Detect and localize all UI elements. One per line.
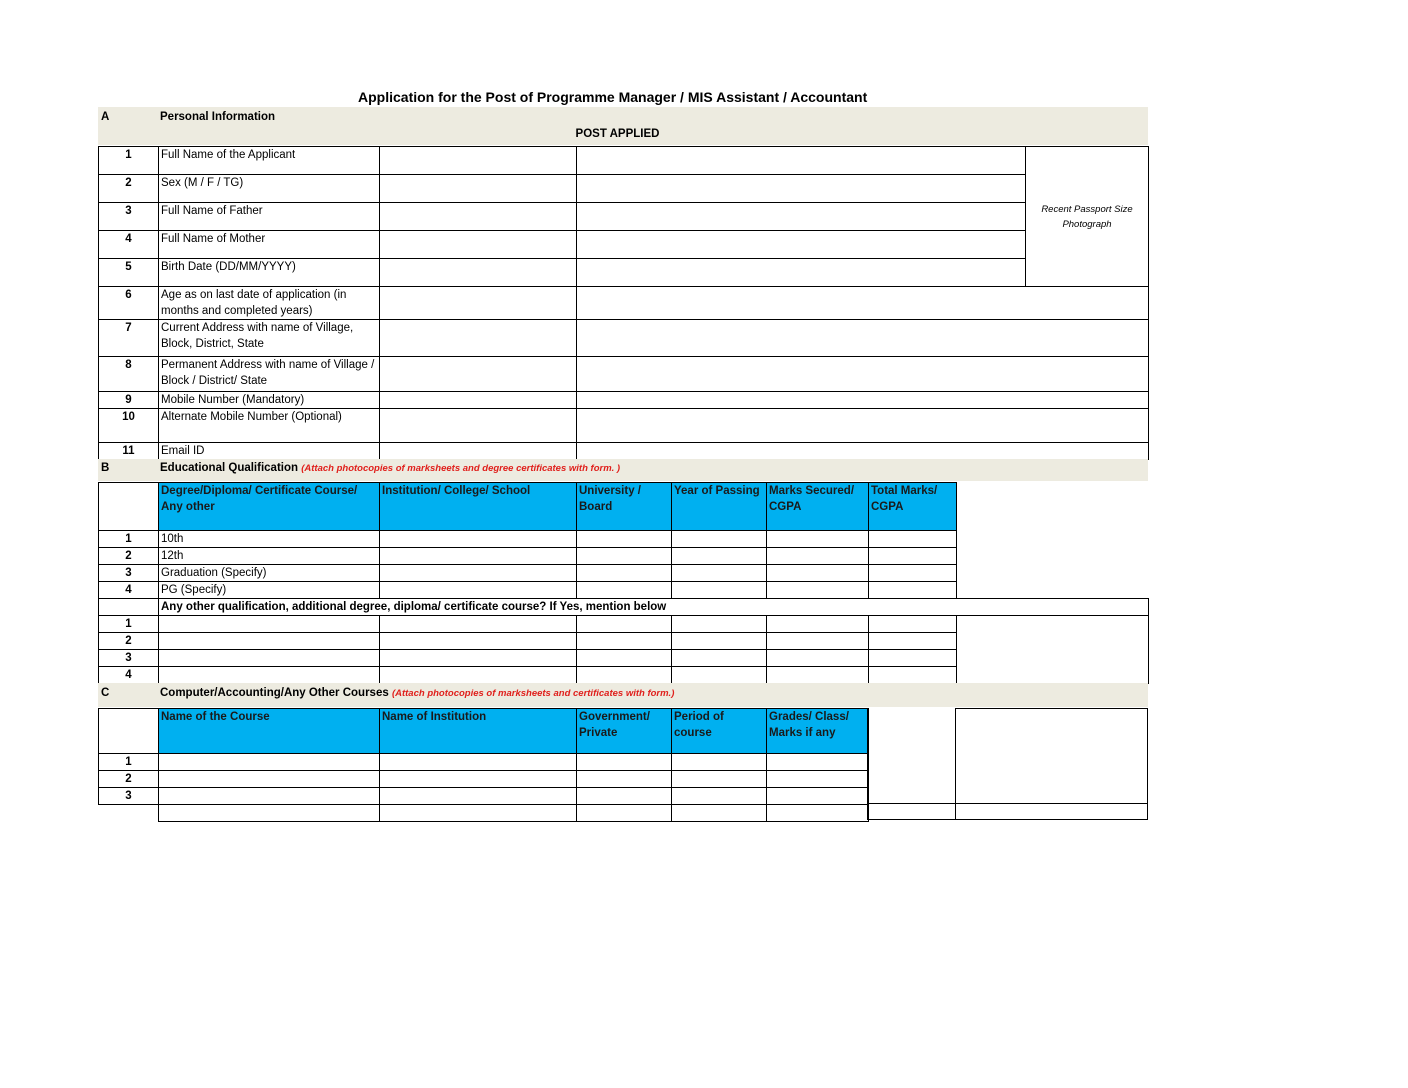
qualification-label: Graduation (Specify) [159, 565, 380, 582]
input-cell[interactable] [869, 548, 957, 565]
row-number: 9 [99, 392, 159, 409]
input-cell[interactable] [672, 788, 767, 805]
input-cell[interactable] [380, 788, 577, 805]
input-cell[interactable] [577, 667, 672, 684]
input-cell[interactable] [672, 582, 767, 599]
input-cell[interactable] [672, 805, 767, 822]
input-cell[interactable] [380, 320, 577, 357]
input-cell[interactable] [380, 771, 577, 788]
input-cell[interactable] [380, 392, 577, 409]
row-number: 5 [99, 259, 159, 287]
input-cell[interactable] [672, 565, 767, 582]
input-cell[interactable] [577, 754, 672, 771]
row-number: 4 [99, 231, 159, 259]
field-label: Current Address with name of Village, Block, District, State [159, 320, 380, 357]
input-cell[interactable] [767, 633, 869, 650]
input-cell[interactable] [380, 203, 577, 231]
header-course-name: Name of the Course [159, 709, 380, 754]
input-cell[interactable] [767, 650, 869, 667]
row-number: 7 [99, 320, 159, 357]
input-cell[interactable] [159, 616, 380, 633]
input-cell[interactable] [380, 805, 577, 822]
header-institution: Name of Institution [380, 709, 577, 754]
extra-cell-bottom-right[interactable] [955, 803, 1148, 820]
section-c-title [160, 686, 674, 701]
section-a-letter: A [101, 111, 110, 123]
field-label: Permanent Address with name of Village / Block / District/ State [159, 357, 380, 392]
input-cell[interactable] [380, 565, 577, 582]
input-cell[interactable] [577, 287, 1149, 320]
section-c-note: (Attach photocopies of marksheets and certificates with form.) [391, 688, 675, 699]
input-cell[interactable] [380, 582, 577, 599]
personal-info-table [98, 146, 1149, 460]
input-cell[interactable] [159, 788, 380, 805]
input-cell[interactable] [672, 667, 767, 684]
input-cell[interactable] [767, 788, 869, 805]
row-number: 1 [99, 531, 159, 548]
other-qualification-prompt: Any other qualification, additional degree, diploma/ certificate course? If Yes, mention below [159, 599, 1149, 616]
input-cell[interactable] [380, 633, 577, 650]
row-number: 3 [99, 788, 159, 805]
input-cell[interactable] [767, 771, 869, 788]
input-cell[interactable] [380, 443, 577, 460]
post-applied-label: POST APPLIED [575, 128, 660, 140]
input-cell[interactable] [577, 231, 1026, 259]
input-cell[interactable] [577, 147, 1026, 175]
row-number: 11 [99, 443, 159, 460]
qualification-label: 12th [159, 548, 380, 565]
input-cell[interactable] [767, 565, 869, 582]
row-number: 10 [99, 409, 159, 443]
row-number: 3 [99, 650, 159, 667]
input-cell[interactable] [380, 754, 577, 771]
header-blank [99, 709, 159, 754]
input-cell[interactable] [869, 582, 957, 599]
input-cell[interactable] [672, 650, 767, 667]
qualification-label: PG (Specify) [159, 582, 380, 599]
field-label: Full Name of the Applicant [159, 147, 380, 175]
input-cell[interactable] [869, 650, 957, 667]
input-cell[interactable] [577, 203, 1026, 231]
field-label: Age as on last date of application (in months and completed years) [159, 287, 380, 320]
row-number: 3 [99, 565, 159, 582]
input-cell[interactable] [672, 754, 767, 771]
field-label: Alternate Mobile Number (Optional) [159, 409, 380, 443]
section-b-title [160, 461, 620, 476]
input-cell[interactable] [380, 175, 577, 203]
field-label: Full Name of Mother [159, 231, 380, 259]
row-number: 8 [99, 357, 159, 392]
input-cell[interactable] [380, 357, 577, 392]
input-cell[interactable] [577, 531, 672, 548]
input-cell[interactable] [577, 616, 672, 633]
row-number: 4 [99, 667, 159, 684]
input-cell[interactable] [380, 531, 577, 548]
input-cell[interactable] [577, 582, 672, 599]
row-number: 1 [99, 616, 159, 633]
input-cell[interactable] [159, 650, 380, 667]
input-cell[interactable] [869, 565, 957, 582]
prompt-blank [99, 599, 159, 616]
header-year: Year of Passing [672, 483, 767, 531]
row-number: 4 [99, 582, 159, 599]
input-cell[interactable] [380, 548, 577, 565]
row-number: 6 [99, 287, 159, 320]
extra-space-cell[interactable] [957, 616, 1149, 684]
input-cell[interactable] [767, 754, 869, 771]
input-cell[interactable] [767, 616, 869, 633]
input-cell[interactable] [577, 320, 1149, 357]
input-cell[interactable] [577, 633, 672, 650]
input-cell[interactable] [577, 259, 1026, 287]
input-cell[interactable] [767, 667, 869, 684]
input-cell[interactable] [577, 548, 672, 565]
header-university: University / Board [577, 483, 672, 531]
input-cell[interactable] [767, 548, 869, 565]
education-table [98, 482, 957, 599]
extra-box-left[interactable] [867, 708, 956, 804]
section-a-title: Personal Information [160, 111, 276, 123]
input-cell[interactable] [159, 805, 380, 822]
input-cell[interactable] [672, 771, 767, 788]
input-cell[interactable] [869, 633, 957, 650]
input-cell[interactable] [577, 357, 1149, 392]
input-cell[interactable] [672, 548, 767, 565]
input-cell[interactable] [672, 633, 767, 650]
input-cell[interactable] [577, 175, 1026, 203]
row-number: 1 [99, 147, 159, 175]
courses-table [98, 708, 869, 822]
header-govt-private: Government/ Private [577, 709, 672, 754]
section-c-letter: C [101, 687, 110, 699]
field-label: Birth Date (DD/MM/YYYY) [159, 259, 380, 287]
input-cell[interactable] [380, 650, 577, 667]
row-number: 2 [99, 175, 159, 203]
input-cell[interactable] [577, 409, 1149, 443]
input-cell[interactable] [159, 667, 380, 684]
input-cell[interactable] [380, 616, 577, 633]
input-cell[interactable] [577, 443, 1149, 460]
field-label: Sex (M / F / TG) [159, 175, 380, 203]
input-cell[interactable] [380, 287, 577, 320]
input-cell[interactable] [159, 633, 380, 650]
input-cell[interactable] [380, 259, 577, 287]
input-cell[interactable] [159, 771, 380, 788]
extra-cell-bottom-left[interactable] [867, 803, 956, 820]
input-cell[interactable] [767, 531, 869, 548]
row-number: 2 [99, 633, 159, 650]
header-marks: Marks Secured/ CGPA [767, 483, 869, 531]
input-cell[interactable] [577, 771, 672, 788]
input-cell[interactable] [380, 667, 577, 684]
header-degree: Degree/Diploma/ Certificate Course/ Any other [159, 483, 380, 531]
input-cell[interactable] [672, 531, 767, 548]
field-label: Mobile Number (Mandatory) [159, 392, 380, 409]
input-cell[interactable] [577, 805, 672, 822]
header-grades: Grades/ Class/ Marks if any [767, 709, 869, 754]
field-label: Full Name of Father [159, 203, 380, 231]
row-number: 2 [99, 771, 159, 788]
input-cell[interactable] [869, 667, 957, 684]
header-period: Period of course [672, 709, 767, 754]
row-number: 1 [99, 754, 159, 771]
input-cell[interactable] [577, 788, 672, 805]
other-qualification-table [98, 598, 1149, 684]
input-cell[interactable] [159, 754, 380, 771]
qualification-label: 10th [159, 531, 380, 548]
blank-cell [99, 805, 159, 822]
input-cell[interactable] [869, 616, 957, 633]
input-cell[interactable] [577, 392, 1149, 409]
input-cell[interactable] [380, 231, 577, 259]
photo-box [1026, 147, 1149, 287]
input-cell[interactable] [380, 409, 577, 443]
header-total: Total Marks/ CGPA [869, 483, 957, 531]
form-title: Application for the Post of Programme Manager / MIS Assistant / Accountant [358, 89, 868, 105]
input-cell[interactable] [672, 616, 767, 633]
input-cell[interactable] [380, 147, 577, 175]
row-number: 2 [99, 548, 159, 565]
row-number: 3 [99, 203, 159, 231]
extra-box-right[interactable] [955, 708, 1148, 804]
input-cell[interactable] [767, 805, 869, 822]
photo-label: Recent Passport Size Photograph [1041, 203, 1133, 230]
field-label: Email ID [159, 443, 380, 460]
input-cell[interactable] [577, 565, 672, 582]
section-b-note: (Attach photocopies of marksheets and degree certificates with form. ) [301, 463, 621, 474]
section-c-title-text: Computer/Accounting/Any Other Courses [160, 687, 389, 699]
header-institution: Institution/ College/ School [380, 483, 577, 531]
input-cell[interactable] [767, 582, 869, 599]
section-b-letter: B [101, 462, 110, 474]
input-cell[interactable] [869, 531, 957, 548]
header-blank [99, 483, 159, 531]
input-cell[interactable] [577, 650, 672, 667]
section-b-title-text: Educational Qualification [160, 462, 299, 474]
